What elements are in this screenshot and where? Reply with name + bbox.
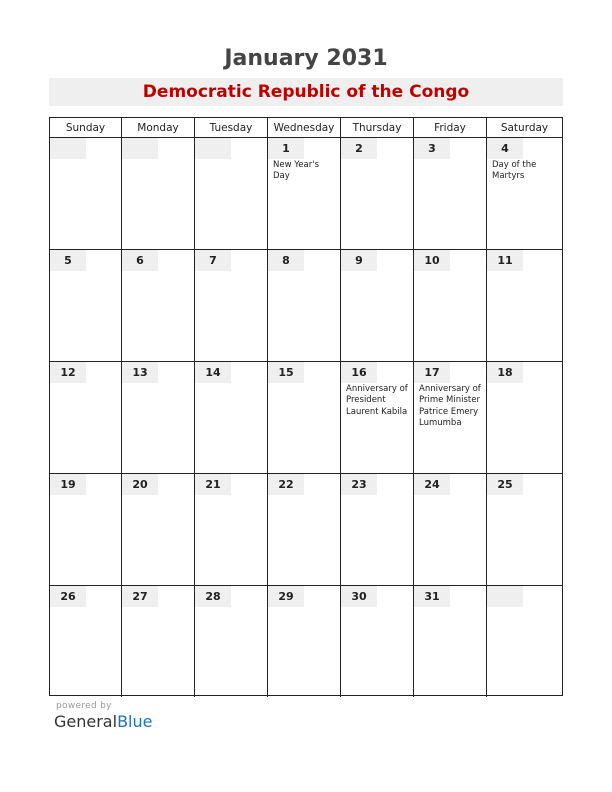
holiday-label: Day of the Martyrs [492, 160, 537, 182]
day-cell-3 [414, 138, 487, 249]
weekday-thursday: Thursday [341, 118, 414, 138]
week-row [50, 250, 562, 362]
day-number: 21 [195, 474, 231, 495]
brand-general: General [54, 712, 118, 731]
weekday-saturday: Saturday [500, 122, 549, 134]
day-cell-29 [268, 586, 341, 697]
week-row [50, 362, 562, 474]
day-number: 19 [50, 474, 86, 495]
day-number: 31 [414, 586, 450, 607]
day-number: 27 [122, 586, 158, 607]
day-number: 5 [50, 250, 86, 271]
day-cell-10 [414, 250, 487, 361]
weekday-tuesday: Tuesday [195, 118, 268, 138]
day-number: 12 [50, 362, 86, 383]
day-cell-23 [341, 474, 414, 585]
day-cell-5 [50, 250, 122, 361]
day-number: 10 [414, 250, 450, 271]
day-number: 16 [341, 362, 377, 383]
day-number [50, 138, 86, 159]
generalblue-logo[interactable] [54, 712, 152, 731]
day-number: 17 [414, 362, 450, 383]
day-number: 6 [122, 250, 158, 271]
weekday-header-row [50, 118, 562, 138]
day-number: 26 [50, 586, 86, 607]
week-row [50, 474, 562, 586]
week-row [50, 138, 562, 250]
powered-by-label: powered by [56, 701, 112, 711]
day-number: 28 [195, 586, 231, 607]
calendar-grid [49, 117, 563, 696]
day-cell-24 [414, 474, 487, 585]
weekday-wednesday: Wednesday [268, 118, 341, 138]
day-number: 22 [268, 474, 304, 495]
empty-day-cell [122, 138, 195, 249]
day-number: 29 [268, 586, 304, 607]
page-title: January 2031 [224, 46, 388, 71]
weekday-monday: Monday [122, 118, 195, 138]
country-name: Democratic Republic of the Congo [49, 78, 563, 106]
day-number: 20 [122, 474, 158, 495]
day-cell-20 [122, 474, 195, 585]
day-number: 11 [487, 250, 523, 271]
day-cell-15 [268, 362, 341, 473]
day-number: 7 [195, 250, 231, 271]
day-number: 25 [487, 474, 523, 495]
holiday-label: Anniversary of President Laurent Kabila [346, 384, 408, 417]
day-number: 2 [341, 138, 377, 159]
holiday-label: New Year's Day [273, 160, 320, 182]
day-cell-12 [50, 362, 122, 473]
day-cell-22 [268, 474, 341, 585]
day-cell-2 [341, 138, 414, 249]
day-cell-9 [341, 250, 414, 361]
day-cell-7 [195, 250, 268, 361]
week-row [50, 586, 562, 698]
day-cell-26 [50, 586, 122, 697]
day-number: 23 [341, 474, 377, 495]
day-cell-27 [122, 586, 195, 697]
day-number: 9 [341, 250, 377, 271]
day-number: 24 [414, 474, 450, 495]
day-number: 8 [268, 250, 304, 271]
brand-blue: Blue [117, 712, 153, 731]
empty-day-cell [50, 138, 122, 249]
day-number [487, 586, 523, 607]
day-number [122, 138, 158, 159]
day-cell-1 [268, 138, 341, 249]
day-number: 3 [414, 138, 450, 159]
day-cell-18 [487, 362, 562, 473]
day-cell-6 [122, 250, 195, 361]
day-cell-28 [195, 586, 268, 697]
day-cell-4 [487, 138, 562, 249]
day-cell-13 [122, 362, 195, 473]
weekday-sunday: Sunday [50, 118, 122, 138]
day-number: 13 [122, 362, 158, 383]
day-cell-25 [487, 474, 562, 585]
day-number [195, 138, 231, 159]
day-number: 4 [487, 138, 523, 159]
day-cell-11 [487, 250, 562, 361]
day-number: 1 [268, 138, 304, 159]
day-number: 14 [195, 362, 231, 383]
day-cell-16 [341, 362, 414, 473]
day-number: 18 [487, 362, 523, 383]
day-cell-21 [195, 474, 268, 585]
day-cell-8 [268, 250, 341, 361]
weekday-friday: Friday [414, 118, 487, 138]
empty-day-cell [195, 138, 268, 249]
day-cell-31 [414, 586, 487, 697]
day-cell-19 [50, 474, 122, 585]
day-cell-30 [341, 586, 414, 697]
day-cell-14 [195, 362, 268, 473]
day-cell-17 [414, 362, 487, 473]
day-number: 15 [268, 362, 304, 383]
day-number: 30 [341, 586, 377, 607]
holiday-label: Anniversary of Prime Minister Patrice Emery Lumumba [419, 384, 481, 428]
empty-day-cell [487, 586, 562, 697]
